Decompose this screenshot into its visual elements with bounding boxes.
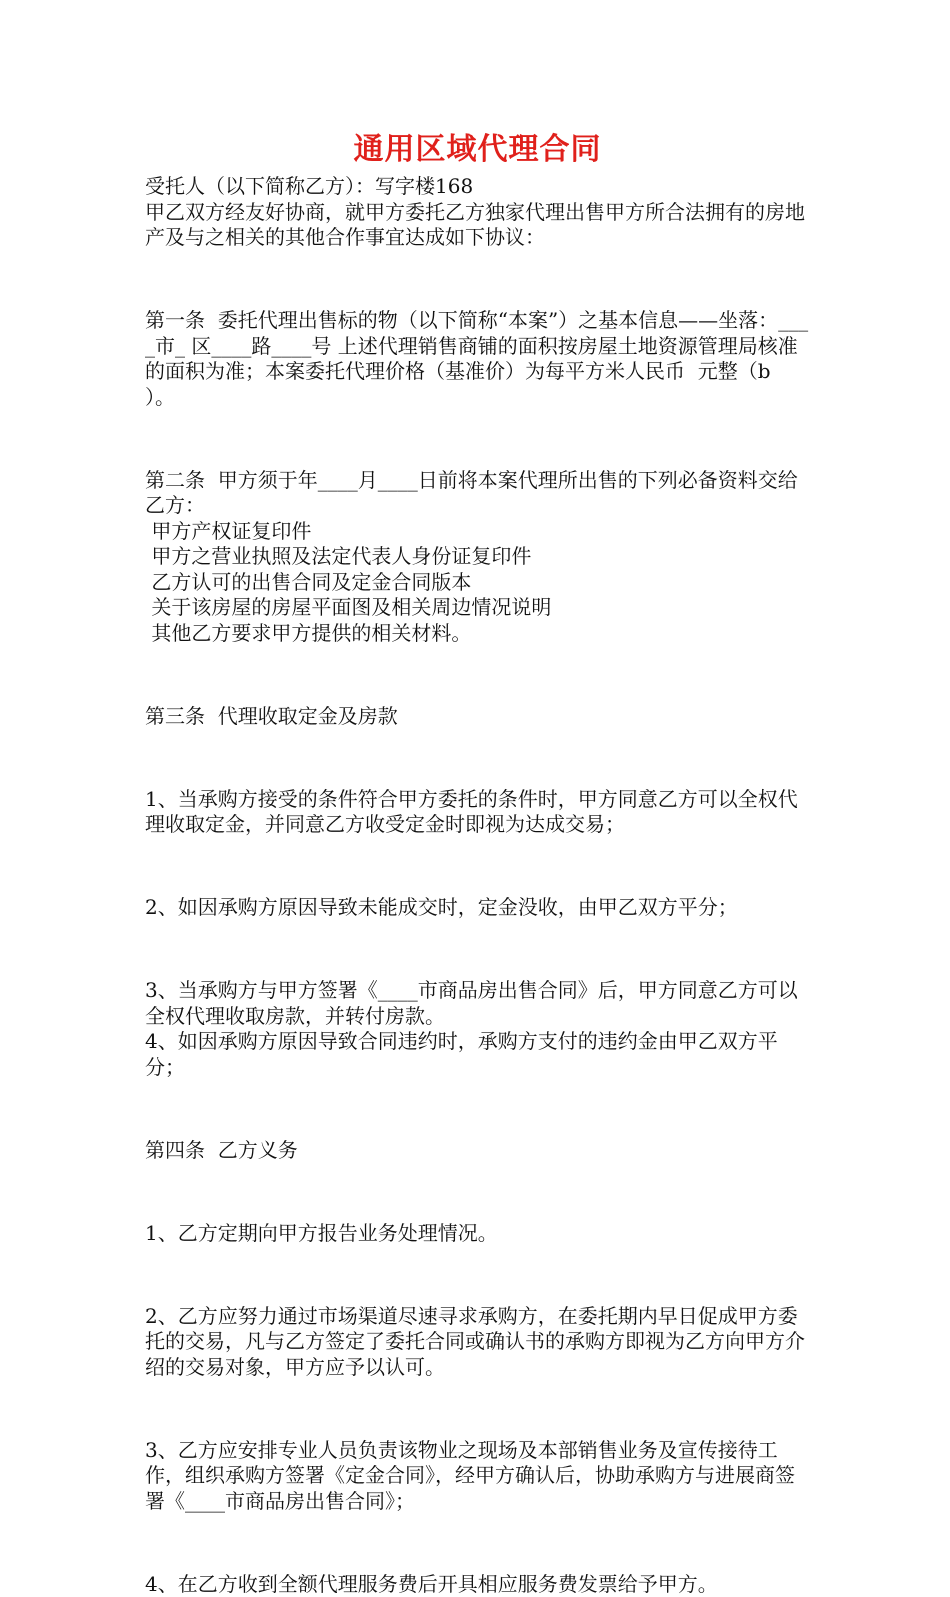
body-paragraph: 第四条 乙方义务 (145, 1138, 810, 1164)
body-paragraph: 2、乙方应努力通过市场渠道尽速寻求承购方，在委托期内早日促成甲方委托的交易，凡与乙方签定了委托合同或确认书的承购方即视为乙方向甲方介绍的交易对象，甲方应予以认可。 (145, 1304, 810, 1381)
paragraph-gap (145, 1096, 810, 1122)
document-body (145, 174, 810, 1597)
paragraph-gap (145, 1530, 810, 1556)
body-paragraph: 4、在乙方收到全额代理服务费后开具相应服务费发票给予甲方。 (145, 1572, 810, 1597)
body-paragraph: 第一条 委托代理出售标的物（以下简称“本案”）之基本信息——坐落：____市_ 区____路____号 上述代理销售商铺的面积按房屋土地资源管理局核准的面积为准；本案委托代理价格（基准价）为每平方米人民币 元整（b ）。 (145, 308, 810, 410)
paragraph-gap (145, 1396, 810, 1422)
paragraph-gap (145, 937, 810, 963)
body-paragraph: 关于该房屋的房屋平面图及相关周边情况说明 (145, 595, 810, 621)
paragraph-gap (145, 854, 810, 880)
paragraph-gap (145, 267, 810, 293)
body-paragraph: 甲乙双方经友好协商，就甲方委托乙方独家代理出售甲方所合法拥有的房地产及与之相关的其他合作事宜达成如下协议： (145, 200, 810, 251)
body-paragraph: 乙方认可的出售合同及定金合同版本 (145, 570, 810, 596)
body-paragraph: 第二条 甲方须于年____月____日前将本案代理所出售的下列必备资料交给乙方： (145, 468, 810, 519)
body-paragraph: 1、当承购方接受的条件符合甲方委托的条件时，甲方同意乙方可以全权代理收取定金，并同意乙方收受定金时即视为达成交易； (145, 787, 810, 838)
body-paragraph: 受托人（以下简称乙方）：写字楼168 (145, 174, 810, 200)
paragraph-gap (145, 426, 810, 452)
paragraph-gap (145, 745, 810, 771)
paragraph-gap (145, 662, 810, 688)
body-paragraph: 4、如因承购方原因导致合同违约时，承购方支付的违约金由甲乙双方平分； (145, 1029, 810, 1080)
body-paragraph: 2、如因承购方原因导致未能成交时，定金没收，由甲乙双方平分； (145, 895, 810, 921)
body-paragraph: 3、乙方应安排专业人员负责该物业之现场及本部销售业务及宣传接待工作，组织承购方签署《定金合同》，经甲方确认后，协助承购方与进展商签署《____市商品房出售合同》； (145, 1438, 810, 1515)
body-paragraph: 1、乙方定期向甲方报告业务处理情况。 (145, 1221, 810, 1247)
paragraph-gap (145, 1262, 810, 1288)
paragraph-gap (145, 1179, 810, 1205)
body-paragraph: 3、当承购方与甲方签署《____市商品房出售合同》后，甲方同意乙方可以全权代理收取房款，并转付房款。 (145, 978, 810, 1029)
document-page (145, 128, 810, 1597)
body-paragraph: 第三条 代理收取定金及房款 (145, 704, 810, 730)
body-paragraph: 甲方之营业执照及法定代表人身份证复印件 (145, 544, 810, 570)
body-paragraph: 其他乙方要求甲方提供的相关材料。 (145, 621, 810, 647)
body-paragraph: 甲方产权证复印件 (145, 519, 810, 545)
document-title: 通用区域代理合同 (145, 128, 810, 172)
